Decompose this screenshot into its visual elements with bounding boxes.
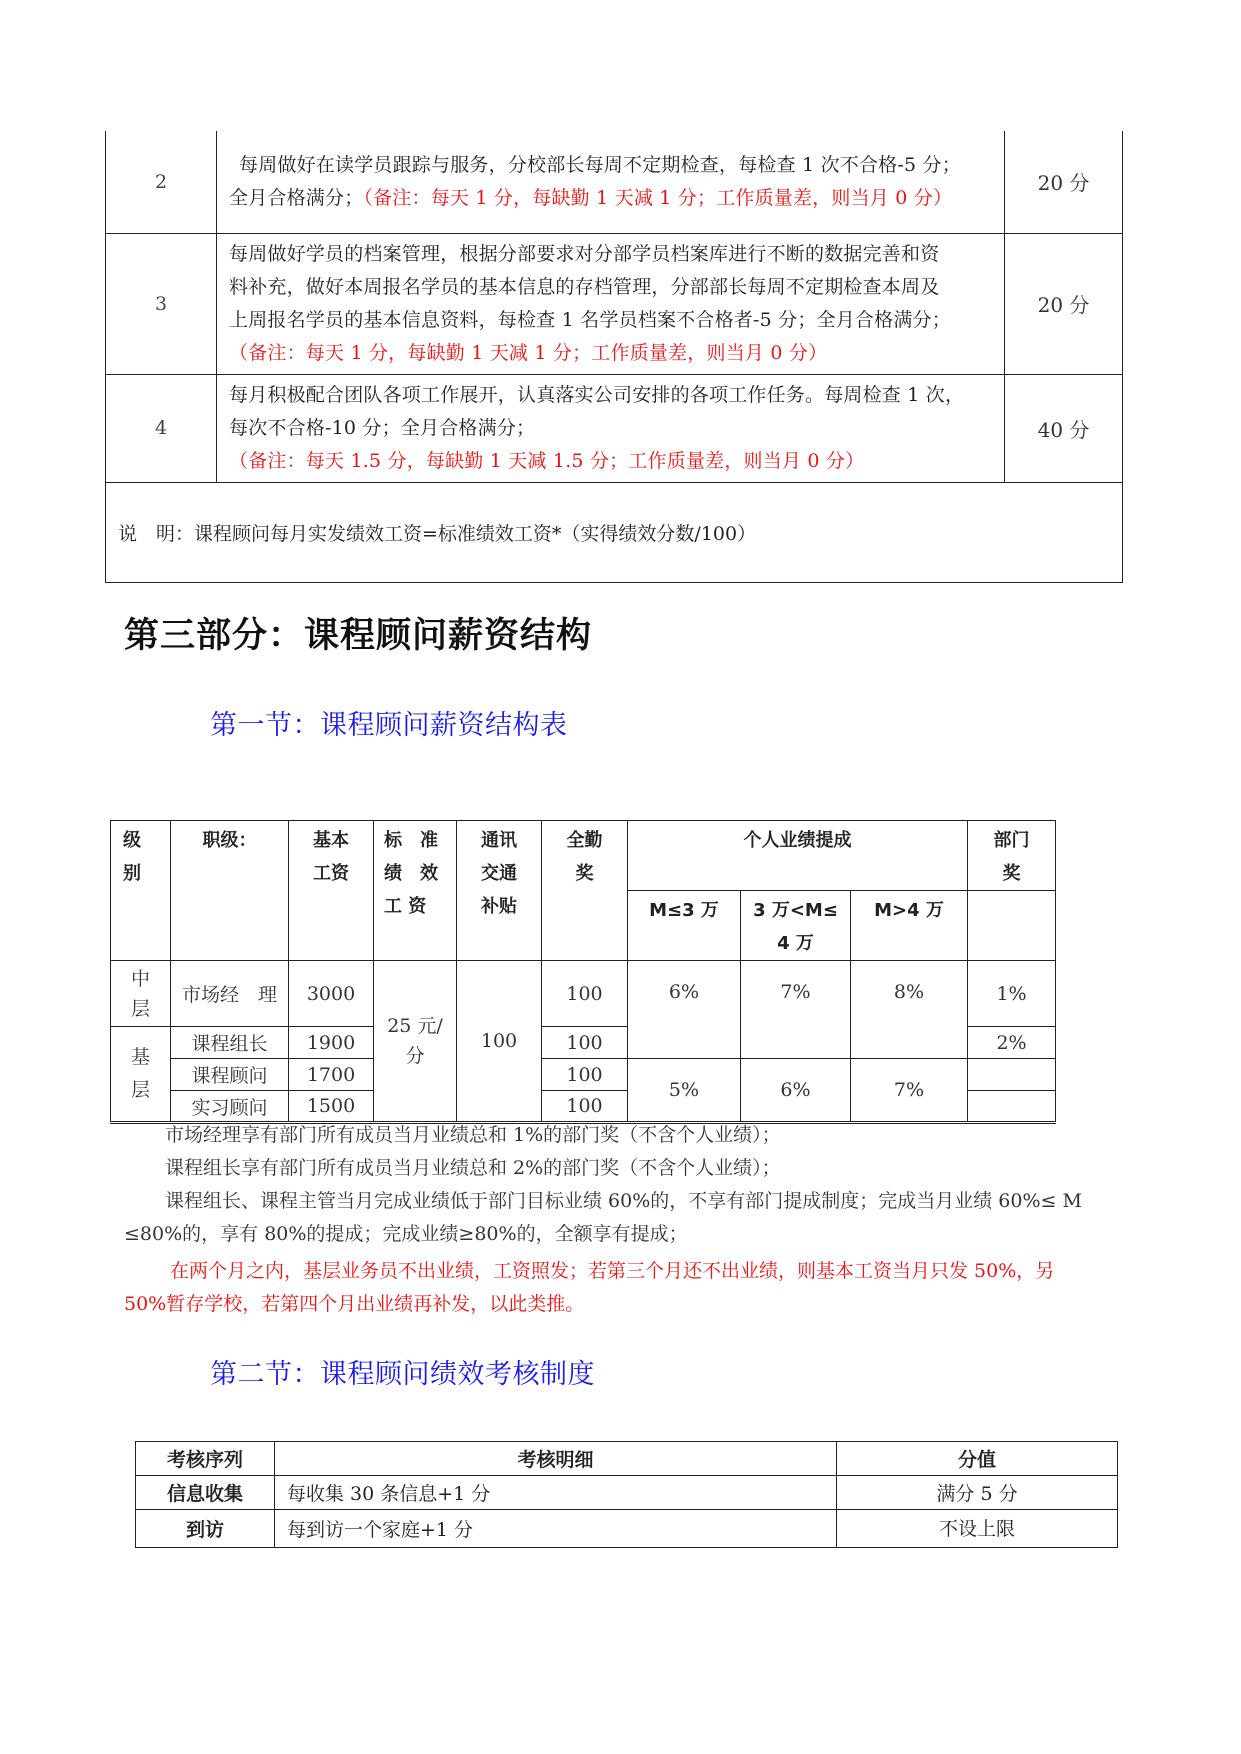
header-tier3: M>4 万 [851, 891, 968, 961]
dept-cell: 1% [968, 961, 1056, 1027]
header-level: 级 别 [111, 821, 171, 961]
salary-structure-table [110, 820, 1056, 1124]
row-score: 40 分 [1005, 374, 1123, 482]
tier1-cell: 6% [628, 961, 741, 1059]
tier2-cell: 6% [741, 1059, 851, 1123]
header-assess-detail: 考核明细 [275, 1442, 837, 1476]
dept-empty-cell [968, 891, 1056, 961]
row-number: 3 [106, 233, 217, 374]
attend-cell: 100 [542, 961, 628, 1027]
table-row [136, 1510, 1118, 1548]
remark-note: （备注：每天 1.5 分，每缺勤 1 天减 1.5 分；工作质量差，则当月 0 分） [229, 449, 865, 472]
header-assess-category: 考核序列 [136, 1442, 275, 1476]
dept-cell [968, 1091, 1056, 1123]
note-line: 课程组长享有部门所有成员当月业绩总和 2%的部门奖（不含个人业绩）； [165, 1157, 781, 1179]
base-cell: 1700 [289, 1059, 374, 1091]
rank-cell: 课程顾问 [171, 1059, 289, 1091]
red-note-line: 50%暂存学校，若第四个月出业绩再补发，以此类推。 [124, 1293, 585, 1315]
tier3-cell: 8% [851, 961, 968, 1059]
desc-line: 每月积极配合团队各项工作展开，认真落实公司安排的各项工作任务。每周检查 1 次， [229, 383, 965, 406]
remark-note: （备注：每天 1 分，每缺勤 1 天减 1 分；工作质量差，则当月 0 分） [229, 341, 828, 364]
tier1-cell: 5% [628, 1059, 741, 1123]
header-dept-bonus: 部门 奖 [968, 821, 1056, 891]
header-base-salary: 基本 工资 [289, 821, 374, 961]
base-cell: 1900 [289, 1027, 374, 1059]
row-number: 2 [106, 131, 217, 233]
rank-cell: 课程组长 [171, 1027, 289, 1059]
note-line: 市场经理享有部门所有成员当月业绩总和 1%的部门奖（不含个人业绩）； [165, 1124, 781, 1146]
explanation-row [106, 482, 1123, 582]
row-number: 4 [106, 374, 217, 482]
desc-line: 上周报名学员的基本信息资料，每检查 1 名学员档案不合格者-5 分；全月合格满分； [229, 308, 951, 331]
table-row [106, 131, 1123, 233]
row-description [217, 374, 1005, 482]
perf-value-cell: 25 元/ 分 [374, 961, 457, 1123]
assess-category: 到访 [136, 1510, 275, 1548]
red-note-line: 在两个月之内，基层业务员不出业绩，工资照发；若第三个月还不出业绩，则基本工资当月只发 50%，另 [170, 1260, 1055, 1282]
desc-line: 料补充，做好本周报名学员的基本信息的存档管理，分部部长每周不定期检查本周及 [229, 275, 940, 298]
row-score: 20 分 [1005, 131, 1123, 233]
dept-cell: 2% [968, 1027, 1056, 1059]
table-row [136, 1476, 1118, 1510]
table-row [111, 1059, 1056, 1091]
note-line: ≤80%的，享有 80%的提成；完成业绩≥80%的，全额享有提成； [124, 1223, 688, 1245]
table-row [106, 374, 1123, 482]
table-header-row [111, 821, 1056, 891]
assess-category: 信息收集 [136, 1476, 275, 1510]
row-description [217, 131, 1005, 233]
header-performance-pay: 标 准 绩 效 工 资 [374, 821, 457, 961]
table-header-row [136, 1442, 1118, 1476]
base-cell: 3000 [289, 961, 374, 1027]
dept-cell [968, 1059, 1056, 1091]
assess-detail: 每到访一个家庭+1 分 [275, 1510, 837, 1548]
assess-value: 不设上限 [837, 1510, 1118, 1548]
explanation-text: 说 明：课程顾问每月实发绩效工资=标准绩效工资*（实得绩效分数/100） [106, 482, 1123, 582]
table-row [106, 233, 1123, 374]
tier2-cell: 7% [741, 961, 851, 1059]
row-score: 20 分 [1005, 233, 1123, 374]
part3-title: 第三部分：课程顾问薪资结构 [124, 616, 593, 656]
base-cell: 1500 [289, 1091, 374, 1123]
section1-title: 第一节：课程顾问薪资结构表 [210, 710, 568, 741]
comm-value-cell: 100 [457, 961, 542, 1123]
assessment-table [135, 1441, 1118, 1548]
row-description [217, 233, 1005, 374]
header-attendance-bonus: 全勤 奖 [542, 821, 628, 961]
section2-title: 第二节：课程顾问绩效考核制度 [210, 1359, 595, 1390]
attend-cell: 100 [542, 1027, 628, 1059]
assess-detail: 每收集 30 条信息+1 分 [275, 1476, 837, 1510]
note-line: 课程组长、课程主管当月完成业绩低于部门目标业绩 60%的，不享有部门提成制度；完成当月业绩 60%≤ M [165, 1190, 1082, 1212]
assess-value: 满分 5 分 [837, 1476, 1118, 1510]
header-comm-allowance: 通讯 交通 补贴 [457, 821, 542, 961]
header-assess-value: 分值 [837, 1442, 1118, 1476]
tier3-cell: 7% [851, 1059, 968, 1123]
desc-line: 每次不合格-10 分；全月合格满分； [229, 416, 536, 439]
header-personal-commission: 个人业绩提成 [628, 821, 968, 891]
level-base: 基 层 [111, 1027, 171, 1123]
desc-line: 每周做好在读学员跟踪与服务，分校部长每周不定期检查，每检查 1 次不合格-5 分； [239, 153, 961, 176]
performance-table-continued [105, 131, 1123, 583]
header-rank: 职级： [171, 821, 289, 961]
rank-cell: 市场经 理 [171, 961, 289, 1027]
header-tier2: 3 万<M≤ 4 万 [741, 891, 851, 961]
desc-line: 每周做好学员的档案管理，根据分部要求对分部学员档案库进行不断的数据完善和资 [229, 242, 940, 265]
table-row [111, 961, 1056, 1027]
remark-note: （备注：每天 1 分，每缺勤 1 天减 1 分；工作质量差，则当月 0 分） [363, 186, 953, 209]
attend-cell: 100 [542, 1059, 628, 1091]
rank-cell: 实习顾问 [171, 1091, 289, 1123]
attend-cell: 100 [542, 1091, 628, 1123]
header-tier1: M≤3 万 [628, 891, 741, 961]
desc-line: 全月合格满分； [229, 186, 364, 209]
level-mid: 中 层 [111, 961, 171, 1027]
